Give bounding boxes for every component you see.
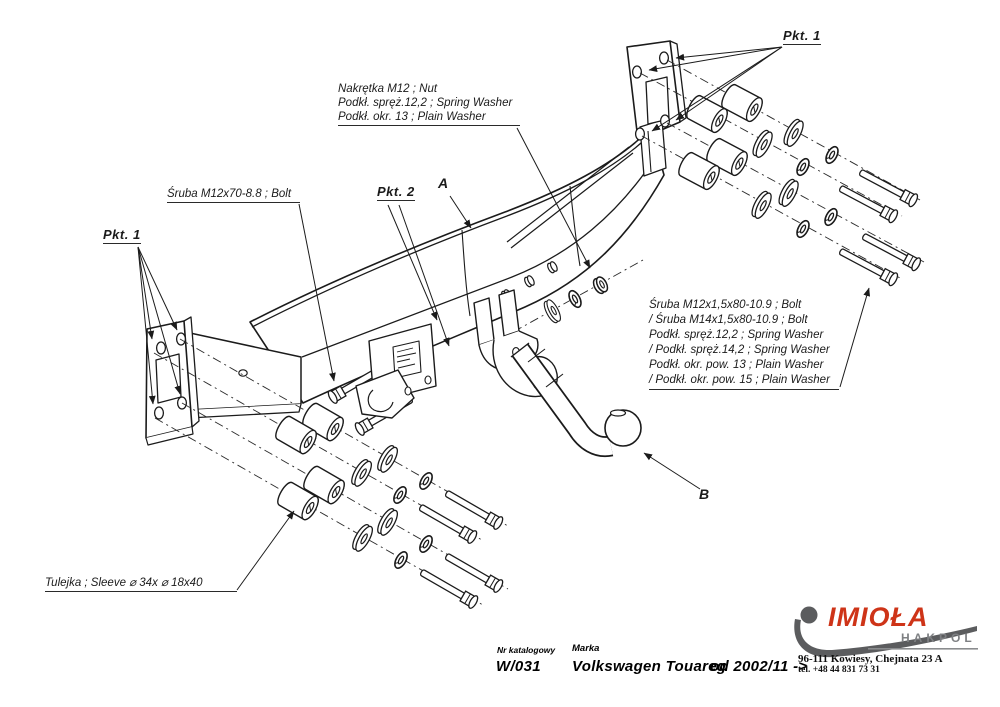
logo-sub-text: HAKPOL: [901, 631, 976, 645]
spring-washer-part: [567, 289, 584, 309]
plain-washer-part: [776, 177, 801, 208]
fasteners-left-group: [273, 401, 505, 609]
catalog-number-value: W/031: [496, 658, 541, 675]
logo-address: 96-111 Kowiesy, Chejnata 23 A: [798, 653, 943, 665]
left-mount-plate: [146, 317, 199, 445]
logo-towball-icon: [801, 607, 818, 624]
year-range: od 2002/11 ->: [710, 658, 808, 675]
nut-block-line: Podkł. okr. 13 ; Plain Washer: [338, 111, 486, 123]
side-fasteners-line: Podkł. spręż.12,2 ; Spring Washer: [649, 329, 824, 341]
label-sleeve: Tulejka ; Sleeve ⌀ 34x ⌀ 18x40: [45, 576, 237, 592]
plain-washer-part: [375, 506, 401, 537]
nut-block-line: Nakrętka M12 ; Nut: [338, 83, 438, 95]
spring-washer-part: [824, 145, 841, 165]
spring-washer-part: [391, 485, 408, 505]
nut-block-line: Podkł. spręż.12,2 ; Spring Washer: [338, 97, 513, 109]
plain-washer-part: [349, 457, 375, 488]
plain-washer-part: [749, 189, 774, 220]
side-fasteners-line: / Podkł. okr. pow. 15 ; Plain Washer: [649, 374, 830, 386]
spring-washer-part: [823, 207, 840, 227]
label-pkt1-top-right: Pkt. 1: [783, 28, 821, 43]
plain-washer-part: [542, 298, 563, 324]
fasteners-right-group: [676, 82, 922, 286]
label-pkt1-left: Pkt. 1: [103, 227, 141, 242]
plain-washer-part: [350, 522, 376, 553]
brand-value: Volkswagen Touareg: [572, 658, 727, 675]
logo-brand-text: IMIOŁA: [828, 602, 929, 632]
logo-phone: tel. +48 44 831 73 31: [798, 665, 880, 675]
spring-washer-part: [417, 471, 434, 491]
plain-washer-part: [375, 443, 401, 474]
spring-washer-part: [795, 157, 812, 177]
brand-label: Marka: [572, 643, 600, 654]
label-pkt2: Pkt. 2: [377, 184, 415, 199]
side-fasteners-line: Podkł. okr. pow. 13 ; Plain Washer: [649, 359, 824, 371]
label-center-bolt: Śruba M12x70-8.8 ; Bolt: [167, 187, 300, 203]
spring-washer-part: [392, 550, 409, 570]
nut-part: [591, 275, 609, 295]
label-nut-block: [338, 82, 520, 126]
spring-washer-part: [417, 534, 434, 554]
side-fasteners-line: / Śruba M14x1,5x80-10.9 ; Bolt: [649, 314, 808, 326]
side-fasteners-line: Śruba M12x1,5x80-10.9 ; Bolt: [649, 299, 802, 311]
plain-washer-part: [781, 117, 806, 148]
crossbeam: [250, 128, 664, 403]
label-ref-b: B: [699, 486, 710, 502]
label-side-fasteners: [649, 298, 839, 390]
side-fasteners-line: / Podkł. spręż.14,2 ; Spring Washer: [649, 344, 830, 356]
catalog-number-label: Nr katalogowy: [497, 645, 556, 655]
label-ref-a: A: [438, 175, 449, 191]
plain-washer-part: [750, 128, 775, 159]
